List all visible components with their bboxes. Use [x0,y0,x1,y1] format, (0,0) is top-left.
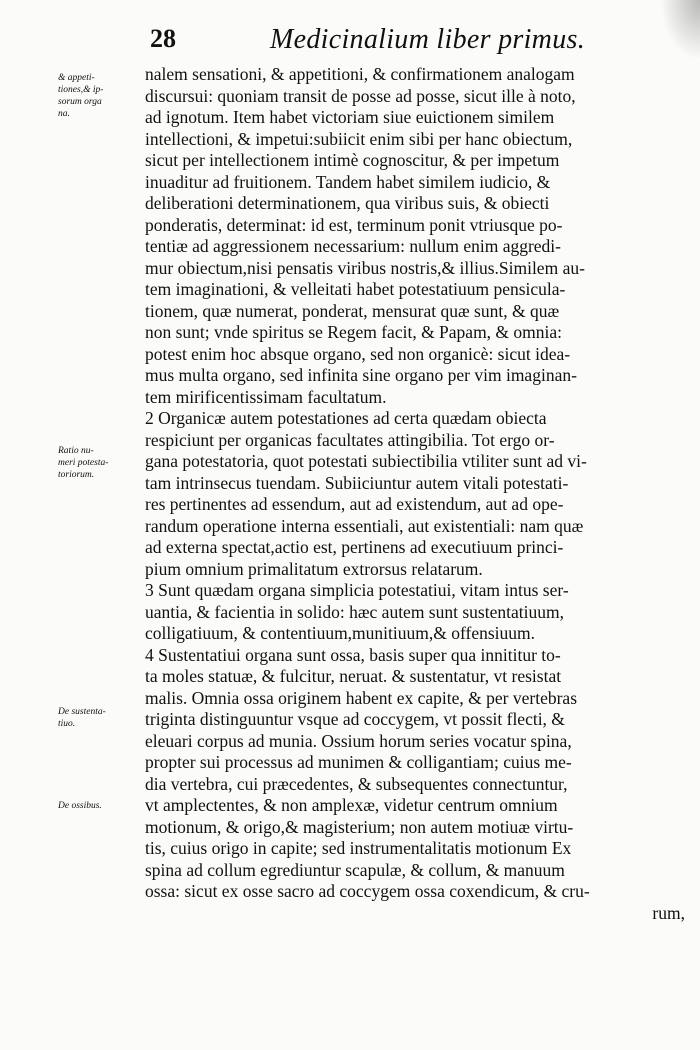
text-line: non sunt; vnde spiritus se Regem facit, & Papam, & omnia: [145,322,563,342]
text-line: tis, cuius origo in capite; sed instrumentalitatis motionum Ex [145,838,572,858]
margin-note-appetitiones: & appeti- tiones,& ip- sorum orga na. [58,73,104,119]
text-line: ad externa spectat,actio est, pertinens ad executiuum princi- [145,537,564,557]
paragraph-2-start: 2 Organicæ autem potestationes ad certa quædam obiecta [145,408,547,428]
body-text [145,64,685,924]
text-line: tam intrinsecus tuendam. Subiiciuntur autem vitali potestati- [145,472,569,493]
text-line: tentiæ ad aggressionem necessarium: nullum enim aggredi- [145,236,562,256]
text-line: tionem, quæ numerat, ponderat, mensurat quæ sunt, & quæ [145,300,560,321]
text-line: dia vertebra, cui præcedentes, & subsequentes connectuntur, [145,773,568,794]
text-line: ossa: sicut ex osse sacro ad coccygem ossa coxendicum, & cru- [145,881,590,901]
text-line: intellectioni, & impetui:subiicit enim sibi per hanc obiectum, [145,128,573,149]
text-line: nalem sensationi, & appetitioni, & confirmationem analogam [145,64,575,84]
text-line: pium omnium primalitatum extrorsus relatarum. [145,558,483,579]
page-number: 28 [150,24,176,53]
text-line: uantia, & facientia in solido: hæc autem sunt sustentatiuum, [145,601,564,622]
margin-note-ratio-numeri: Ratio nu- meri potesta- toriorum. [58,446,109,480]
text-line: tem mirificentissimam facultatum. [145,386,387,407]
text-line: eleuari corpus ad munia. Ossium horum series vocatur spina, [145,730,572,751]
text-line: randum operatione interna essentiali, aut existentiali: nam quæ [145,515,584,536]
paragraph-3-start: 3 Sunt quædam organa simplicia potestatiui, vitam intus ser- [145,580,569,600]
text-line: discursui: quoniam transit de posse ad posse, sicut ille à noto, [145,85,576,106]
text-line: ad ignotum. Item habet victoriam siue euictionem similem [145,107,555,127]
text-line: malis. Omnia ossa originem habent ex capite, & per vertebras [145,687,578,708]
text-line: sicut per intellectionem intimè cognoscitur, & per impetum [145,150,560,170]
text-line: colligatiuum, & contentiuum,munitiuum,& offensiuum. [145,623,535,643]
margin-note-de-sustentatiuo: De sustenta- tiuo. [58,707,106,729]
text-line: propter sui processus ad munimen & colligantiam; cuius me- [145,752,572,772]
margin-note-de-ossibus: De ossibus. [58,801,102,811]
text-line: tem imaginationi, & velleitati habet potestatiuum pensicula- [145,279,566,299]
paragraph-4-start: 4 Sustentatiui organa sunt ossa, basis super qua innititur to- [145,644,561,665]
text-line: spina ad collum egrediuntur scapulæ, & collum, & manuum [145,859,565,880]
text-line: inuaditur ad fruitionem. Tandem habet similem iudicio, & [145,171,551,192]
text-line: potest enim hoc absque organo, sed non organicè: sicut idea- [145,343,571,364]
text-line: ponderatis, determinat: id est, terminum ponit vtriusque po- [145,214,563,235]
page-header [150,24,690,58]
text-line: vt amplectentes, & non amplexæ, videtur centrum omnium [145,795,558,815]
text-line: mus multa organo, sed infinita sine organo per vim imaginan- [145,365,577,385]
text-line: ta moles statuæ, & fulcitur, neruat. & sustentatur, vt resistat [145,666,562,686]
text-line: motionum, & origo,& magisterium; non autem motiuæ virtu- [145,816,574,837]
text-line: gana potestatoria, quot potestati subiectibilia vtiliter sunt ad vi- [145,451,587,471]
text-line: respiciunt per organicas facultates attingibilia. Tot ergo or- [145,429,555,450]
text-line: deliberationi determinationem, qua viribus suis, & obiecti [145,193,550,213]
text-line: res pertinentes ad essendum, aut ad existendum, aut ad ope- [145,494,564,514]
text-line: mur obiectum,nisi pensatis viribus nostris,& illius.Similem au- [145,257,585,278]
catchword-line: rum, [652,902,685,923]
running-title: Medicinalium liber primus. [270,24,585,55]
text-line: triginta distinguuntur vsque ad coccygem, vt possit flecti, & [145,709,565,729]
